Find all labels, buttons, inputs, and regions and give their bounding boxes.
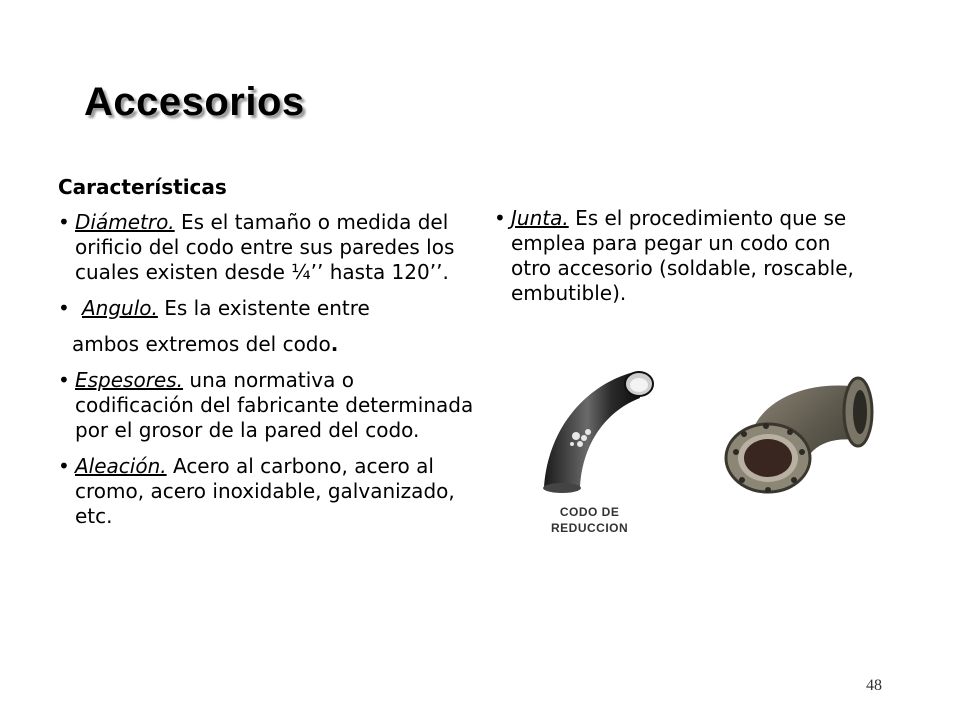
bullet-icon: • bbox=[58, 210, 70, 234]
bullet-icon: • bbox=[494, 206, 506, 230]
reducer-caption-line2: REDUCCION bbox=[551, 521, 629, 535]
list-item-junta bbox=[494, 206, 866, 306]
list-item-diametro bbox=[58, 210, 478, 285]
term-diametro: Diámetro. bbox=[75, 210, 175, 234]
reducer-caption bbox=[551, 504, 628, 536]
junta-column bbox=[494, 206, 866, 317]
text-diametro: Es el tamaño o medida del orificio del codo entre sus paredes los cuales existen desde ¼’’ hasta 120’’. bbox=[75, 210, 455, 284]
text-angulo-line2: ambos extremos del codo bbox=[72, 332, 331, 356]
list-item-angulo bbox=[58, 296, 478, 357]
slide-title: Accesorios bbox=[84, 80, 305, 124]
bullet-icon: • bbox=[58, 454, 70, 478]
term-aleacion: Aleación. bbox=[75, 454, 167, 478]
characteristics-heading: Características bbox=[58, 175, 227, 199]
text-angulo-period: . bbox=[330, 332, 339, 356]
term-junta: Junta. bbox=[511, 206, 569, 230]
reducer-elbow-icon bbox=[536, 366, 666, 496]
term-angulo: Angulo. bbox=[82, 296, 158, 320]
characteristics-column bbox=[58, 175, 478, 540]
list-item-aleacion bbox=[58, 454, 478, 529]
text-junta: Es el procedimiento que se emplea para pegar un codo con otro accesorio (soldable, roscable, embutible). bbox=[511, 206, 854, 305]
term-espesores: Espesores. bbox=[75, 368, 184, 392]
list-item-espesores bbox=[58, 368, 478, 443]
reducer-elbow-image bbox=[536, 366, 666, 500]
text-aleacion: Acero al carbono, acero al cromo, acero inoxidable, galvanizado, etc. bbox=[75, 454, 455, 528]
text-angulo: Es la existente entre bbox=[157, 296, 370, 320]
bullet-icon: • bbox=[58, 368, 70, 392]
reducer-caption-line1: CODO DE bbox=[559, 505, 620, 519]
text-espesores: una normativa o codificación del fabricante determinada por el grosor de la pared del codo. bbox=[75, 368, 474, 442]
flanged-elbow-icon bbox=[722, 372, 882, 502]
page-number: 48 bbox=[866, 677, 882, 694]
bullet-icon: • bbox=[58, 296, 70, 320]
flanged-elbow-image bbox=[722, 372, 882, 506]
